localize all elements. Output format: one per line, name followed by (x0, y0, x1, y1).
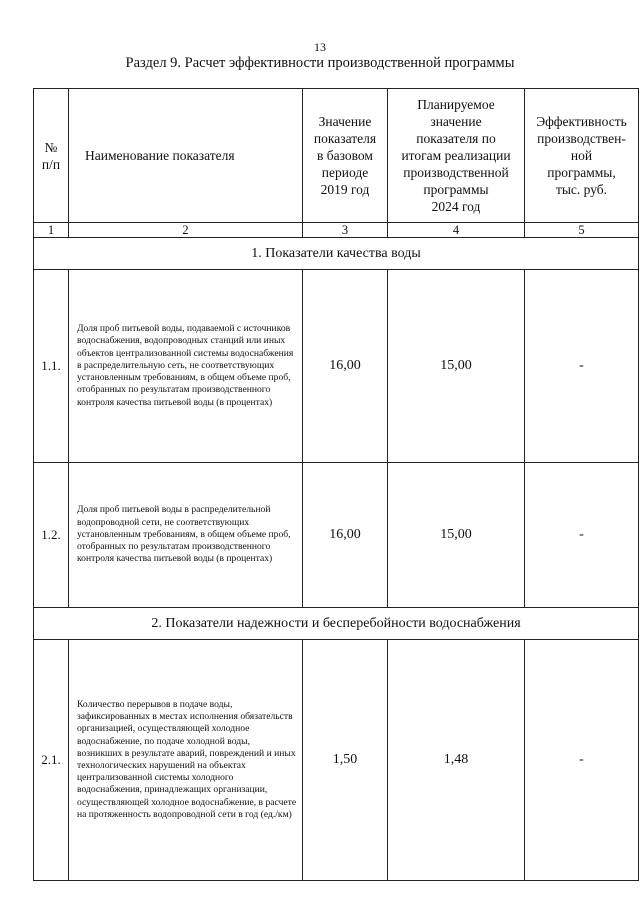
table-row (34, 640, 639, 881)
section-heading: 2. Показатели надежности и бесперебойности водоснабжения (34, 608, 639, 640)
page-number: 13 (314, 40, 326, 54)
base-value: 1,50 (303, 640, 388, 881)
section-title: Раздел 9. Расчет эффективности производственной программы (125, 55, 515, 71)
section-header-row (34, 238, 639, 270)
planned-value: 15,00 (388, 463, 525, 608)
base-value: 16,00 (303, 463, 388, 608)
column-numbers-row (34, 223, 639, 238)
header-number: № п/п (34, 89, 69, 223)
column-number: 1 (34, 223, 69, 238)
efficiency-value: - (525, 640, 639, 881)
efficiency-value: - (525, 463, 639, 608)
column-number: 5 (525, 223, 639, 238)
indicator-name: Доля проб питьевой воды в распределительной водопроводной сети, не соответствующих установленным требованиям, в общем объеме проб, отобранных по результатам производственного контроля качества питьевой воды (в процентах) (69, 463, 303, 608)
indicator-name: Доля проб питьевой воды, подаваемой с источников водоснабжения, водопроводных станций или иных объектов централизованной системы водоснабжения в распределительную сеть, не соответствующих установленным требованиям, в общем объеме проб, отобранных по результатам производственного контроля качества питьевой воды (в процентах) (69, 270, 303, 463)
row-number: 1.2. (34, 463, 69, 608)
planned-value: 1,48 (388, 640, 525, 881)
header-efficiency: Эффективность производствен- ной программы, тыс. руб. (525, 89, 639, 223)
planned-value: 15,00 (388, 270, 525, 463)
indicator-name: Количество перерывов в подаче воды, зафиксированных в местах исполнения обязательств организацией, осуществляющей холодное водоснабжение, по подаче холодной воды, возникших в результате аварий, повреждений и иных технологических нарушений на объектах централизованной системы холодного водоснабжения, принадлежащих организации, осуществляющей холодное водоснабжение, в расчете на протяженность водопроводной сети в год (ед./км) (69, 640, 303, 881)
header-planned-value: Планируемое значение показателя по итогам реализации производственной программы 2024 год (388, 89, 525, 223)
row-number: 1.1. (34, 270, 69, 463)
table-row (34, 463, 639, 608)
efficiency-table (33, 88, 639, 881)
section-header-row (34, 608, 639, 640)
efficiency-value: - (525, 270, 639, 463)
column-number: 3 (303, 223, 388, 238)
header-name: Наименование показателя (69, 89, 303, 223)
row-number: 2.1. (34, 640, 69, 881)
table-row (34, 270, 639, 463)
section-heading: 1. Показатели качества воды (34, 238, 639, 270)
column-number: 2 (69, 223, 303, 238)
header-row (34, 89, 639, 223)
header-base-value: Значение показателя в базовом периоде 2019 год (303, 89, 388, 223)
base-value: 16,00 (303, 270, 388, 463)
column-number: 4 (388, 223, 525, 238)
